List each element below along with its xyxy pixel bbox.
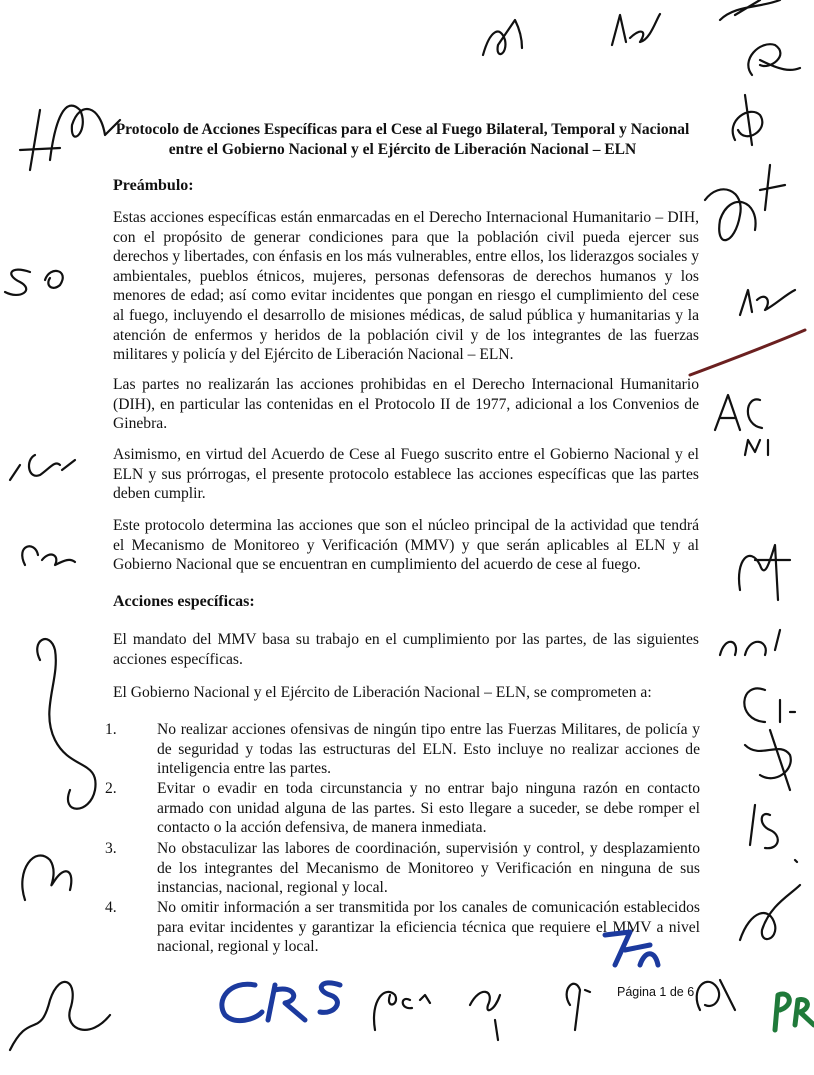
signature-mark — [715, 395, 762, 430]
signature-mark — [744, 688, 795, 722]
signature-mark — [740, 885, 800, 940]
signature-mark — [5, 270, 63, 295]
list-item-number: 1. — [105, 721, 117, 738]
signature-mark — [745, 440, 768, 455]
signature-mark — [690, 330, 805, 375]
signature-mark — [37, 639, 95, 809]
paragraph-1: Estas acciones específicas están enmarcadas en el Derecho Internacional Humanitario – DIH, con el propósito de generar condiciones para que la población civil pueda ejercer sus derechos y libertades, con énfasis en los más vulnerables, entre ellos, los liderazgos sociales y ambientales, pueblos étnicos, mujeres, personas defensoras de derechos humanos y los menores de edad; así como evitar incidentes que pongan en riesgo el cumplimiento del cese al fuego, incluyendo el desarrollo de misiones médicas, de salud pública y humanitarias y la atención de enfermos y heridos de la población civil y de los integrantes de las fuerzas militares y policía y del Ejército de Liberación Nacional – ELN. — [113, 209, 699, 364]
signature-mark — [720, 630, 780, 655]
signature-mark — [374, 992, 430, 1030]
footer-of-label: de — [669, 985, 684, 999]
signature-mark — [22, 546, 75, 565]
signature-mark — [483, 20, 522, 55]
signature-mark — [567, 984, 590, 1030]
signature-mark — [222, 983, 340, 1021]
footer-page-label: Página — [617, 985, 656, 999]
actions-intro: El mandato del MMV basa su trabajo en el cumplimiento por las partes, de las siguientes acciones específicas. — [113, 631, 699, 668]
list-item-number: 2. — [105, 780, 117, 797]
paragraph-2: Las partes no realizarán las acciones prohibidas en el Derecho Internacional Humanitario (DIH), en particular las contenidas en el Protocolo II de 1977, adicional a los Convenios de Ginebra. — [113, 376, 699, 433]
signature-mark — [733, 95, 763, 145]
signature-mark — [739, 545, 790, 600]
signature-mark — [22, 856, 71, 900]
footer-total-pages: 6 — [687, 985, 695, 999]
signature-mark — [748, 44, 800, 75]
paragraph-4: Este protocolo determina las acciones que son el núcleo principal de la actividad que tendrá el Mecanismo de Monitoreo y Verificación (MMV) y que serán aplicables al ELN y al Gobierno Nacional que se encuentran en cumplimiento del acuerdo de cese al fuego. — [113, 517, 699, 574]
footer-page-number: 1 — [659, 985, 667, 999]
signature-mark — [10, 455, 75, 480]
signature-mark — [705, 165, 785, 240]
signature-mark — [470, 992, 500, 1040]
list-item-number: 3. — [105, 840, 117, 857]
signature-mark — [740, 290, 795, 315]
paragraph-3: Asimismo, en virtud del Acuerdo de Cese al Fuego suscrito entre el Gobierno Nacional y el ELN y sus prórrogas, el presente protocolo establece las acciones específicas que las partes deben cumplir. — [113, 446, 699, 503]
commitment-intro: El Gobierno Nacional y el Ejército de Liberación Nacional – ELN, se comprometen a: — [113, 684, 652, 701]
list-item-number: 4. — [105, 899, 117, 916]
page-footer — [617, 985, 694, 999]
signature-mark — [750, 805, 797, 862]
signature-mark — [720, 0, 780, 20]
signature-mark — [745, 730, 791, 790]
document-title: Protocolo de Acciones Específicas para el Cese al Fuego Bilateral, Temporal y Nacional entre el Gobierno Nacional y el Ejército de Liberación Nacional – ELN — [115, 121, 690, 158]
signature-mark — [612, 14, 660, 45]
signature-mark — [20, 106, 120, 170]
list-item-text: No obstaculizar las labores de coordinación, supervisión y control, y desplazamiento de los integrantes del Mecanismo de Monitoreo y Verificación en ninguna de sus instancias, nacional, regional y local. — [157, 840, 700, 897]
signature-mark — [10, 982, 110, 1050]
signature-mark — [775, 994, 814, 1030]
preamble-heading: Preámbulo: — [113, 177, 194, 194]
actions-heading: Acciones específicas: — [113, 593, 255, 610]
list-item-text: No realizar acciones ofensivas de ningún tipo entre las Fuerzas Militares, de policía y de seguridad y todas las estructuras del ELN. Esto incluye no realizar acciones de inteligencia entre las partes. — [157, 721, 700, 778]
signature-mark — [697, 980, 735, 1010]
list-item-text: No omitir información a ser transmitida por los canales de comunicación establecidos para evitar incidentes y garantizar la eficiencia técnica que requiere el MMV a nivel nacional, regional y local. — [157, 899, 700, 956]
list-item-text: Evitar o evadir en toda circunstancia y no entrar bajo ninguna razón en contacto armado con unidad alguna de las partes. Si esto llegare a suceder, se debe romper el contacto o la acción defensiva, de manera inmediata. — [157, 780, 700, 837]
